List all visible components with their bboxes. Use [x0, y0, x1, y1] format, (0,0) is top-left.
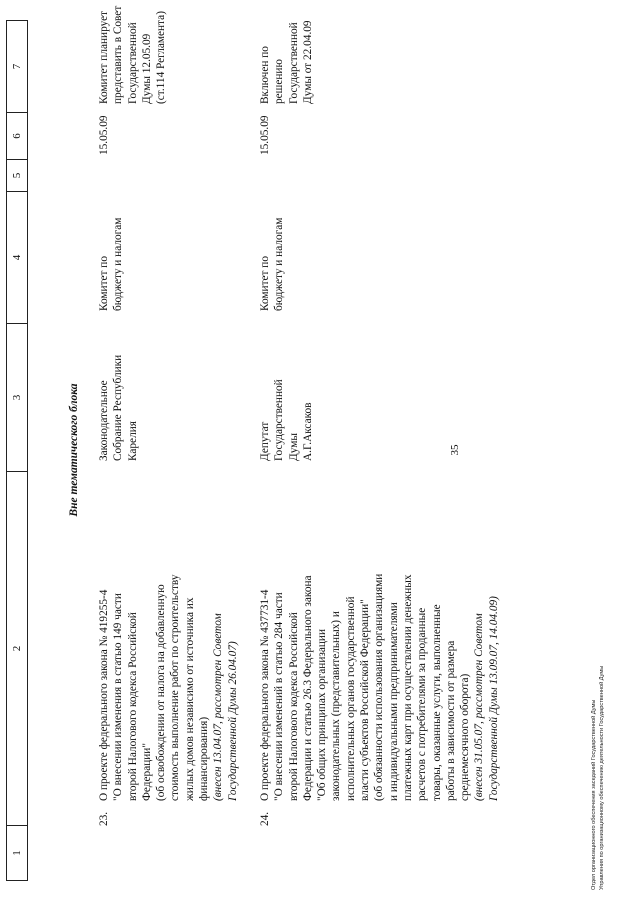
responsible-committee: Комитет по бюджету и налогам [98, 217, 125, 311]
column-number: 3 [7, 323, 27, 471]
date: 15.05.09 [259, 115, 271, 155]
row-number: 23. [98, 811, 110, 826]
footer-note: Отдел организационного обеспечения заседаний Государственной Думы Управления по организационному обеспечению деятельности Государственной Думы [591, 665, 605, 890]
page-number: 35 [449, 444, 461, 456]
bill-description: О проекте федерального закона № 437731-4 "О внесении изменений в статью 284 части второй Налогового кодекса Российской Федерации и статью 26.3 Федерального закона "Об общих принципах организации законодательных (представительных) и исполнительных органов государственной власти субъектов Российской Федерации" (об обязанности использования организациями и индивидуальными предпринимателями платежных карт при осуществлении денежных расчетов с потребителями за проданные товары, оказанные услуги, выполненные работы в зависимости от размера среднемесячного оборота) (внесен 31.05.07, рассмотрен Советом Государственной Думы 13.09.07, 14.04.09) [259, 573, 500, 801]
bill-initiator: Законодательное Собрание Республики Карелия [98, 354, 139, 461]
responsible-committee: Комитет по бюджету и налогам [259, 217, 286, 311]
column-number: 7 [11, 63, 23, 70]
column-number-header [6, 20, 28, 881]
date: 15.05.09 [98, 115, 110, 155]
notes: Комитет планирует представить в Совет Государственной Думы 12.05.09 (ст.114 Регламента) [98, 5, 168, 104]
column-number: 2 [7, 471, 27, 825]
row-number: 24. [259, 811, 271, 826]
column-number: 1 [7, 825, 27, 880]
section-title: Вне тематического блока [68, 383, 80, 517]
notes: Включен по решению Государственной Думы от 22.04.09 [259, 20, 314, 104]
column-number: 6 [7, 112, 27, 159]
column-number: 5 [7, 159, 27, 191]
bill-initiator: Депутат Государственной Думы А.Г.Аксаков [259, 379, 314, 461]
bill-description: О проекте федерального закона № 419255-4 "О внесении изменения в статью 149 части второй Налогового кодекса Российской Федерации" (об освобождении от налога на добавленную стоимость выполнение работ по строительству жилых домов независимо от источника их финансирования) (внесен 13.04.07, рассмотрен Советом Государственной Думы 26.04.07) [98, 574, 239, 801]
column-number: 4 [7, 191, 27, 323]
